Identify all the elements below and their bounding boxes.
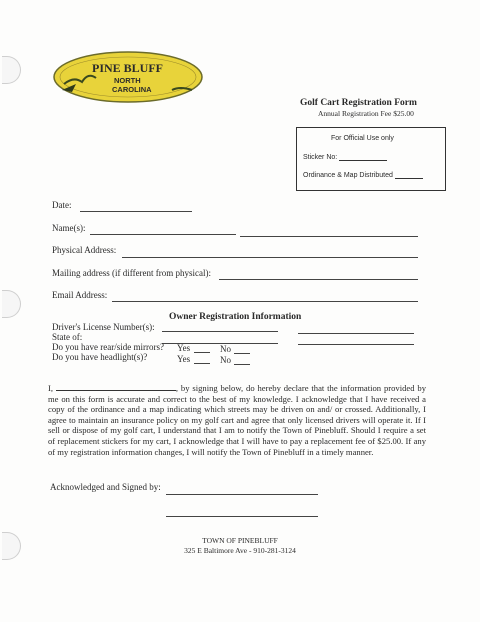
logo-text-state-1: NORTH — [114, 76, 141, 85]
logo-text-town: PINE BLUFF — [92, 61, 164, 75]
registration-fee: Annual Registration Fee $25.00 — [318, 109, 414, 118]
physical-address-field[interactable] — [122, 257, 418, 258]
signature-field[interactable] — [166, 494, 318, 495]
ordinance-map-label: Ordinance & Map Distributed — [303, 172, 393, 179]
headlights-yes-label: Yes — [177, 354, 191, 364]
sticker-number-field[interactable] — [303, 153, 387, 161]
declaration-prefix: I, — [48, 383, 54, 393]
mirrors-no-field[interactable] — [234, 353, 250, 354]
headlights-question: Do you have headlight(s)? — [52, 352, 148, 362]
names-label: Name(s): — [52, 223, 86, 233]
declaration-text: , by signing below, do hereby declare that the information provided by me on this form is accurate and correct to the best of my knowledge. I acknowledge that I have received a copy of the ordinance and a map indicating which streets may be driven on and/ or crossed. Additionally, I agree to maintain an insurance policy on my golf cart and agree that only licensed drivers will operate it. If I sell or dispose of my golf cart, I understand that I am to notify the Town of Pinebluff. Should I require a set of replacement stickers for my cart, I acknowledge that I will have to pay a replacement fee of $25.00. If any of my registration information changes, I will notify the Town of Pinebluff in a timely manner. — [48, 383, 426, 457]
punch-hole — [2, 290, 21, 318]
mailing-address-field[interactable] — [219, 279, 418, 280]
footer-town: TOWN OF PINEBLUFF — [202, 536, 278, 545]
mirrors-yes-field[interactable] — [194, 352, 210, 353]
headlights-no-label: No — [220, 355, 231, 365]
name-field-2[interactable] — [240, 236, 418, 237]
physical-address-label: Physical Address: — [52, 245, 117, 255]
name-field-1[interactable] — [90, 234, 236, 235]
license-label: Driver's License Number(s): — [52, 322, 155, 332]
pine-bluff-logo — [52, 50, 204, 104]
declarant-name-field[interactable] — [56, 382, 176, 391]
owner-section-title: Owner Registration Information — [169, 312, 302, 322]
official-use-title: For Official Use only — [331, 135, 394, 142]
date-label: Date: — [52, 200, 72, 210]
signature-label: Acknowledged and Signed by: — [50, 482, 161, 492]
headlights-yes-field[interactable] — [194, 363, 210, 364]
ordinance-map-line[interactable] — [395, 171, 423, 179]
ordinance-map-field[interactable] — [303, 171, 423, 179]
sticker-number-label: Sticker No: — [303, 154, 338, 161]
logo-text-state-2: CAROLINA — [112, 85, 152, 94]
signature-field-2[interactable] — [166, 516, 318, 517]
date-field[interactable] — [80, 211, 192, 212]
punch-hole — [2, 56, 21, 84]
license-field-2[interactable] — [298, 333, 414, 334]
mirrors-yes-label: Yes — [177, 343, 191, 353]
mirrors-no-label: No — [220, 344, 231, 354]
sticker-number-line[interactable] — [339, 153, 387, 161]
official-use-box — [296, 127, 446, 191]
form-title: Golf Cart Registration Form — [300, 98, 417, 108]
mirrors-question: Do you have rear/side mirrors? — [52, 342, 164, 352]
headlights-no-field[interactable] — [234, 364, 250, 365]
state-label: State of: — [52, 332, 83, 342]
email-address-label: Email Address: — [52, 290, 108, 300]
declaration-paragraph — [48, 382, 426, 457]
email-address-field[interactable] — [112, 301, 418, 302]
footer-address: 325 E Baltimore Ave - 910-281-3124 — [184, 546, 296, 555]
mailing-address-label: Mailing address (if different from physical): — [52, 268, 212, 278]
license-field-1[interactable] — [162, 331, 278, 332]
state-field-2[interactable] — [298, 344, 414, 345]
